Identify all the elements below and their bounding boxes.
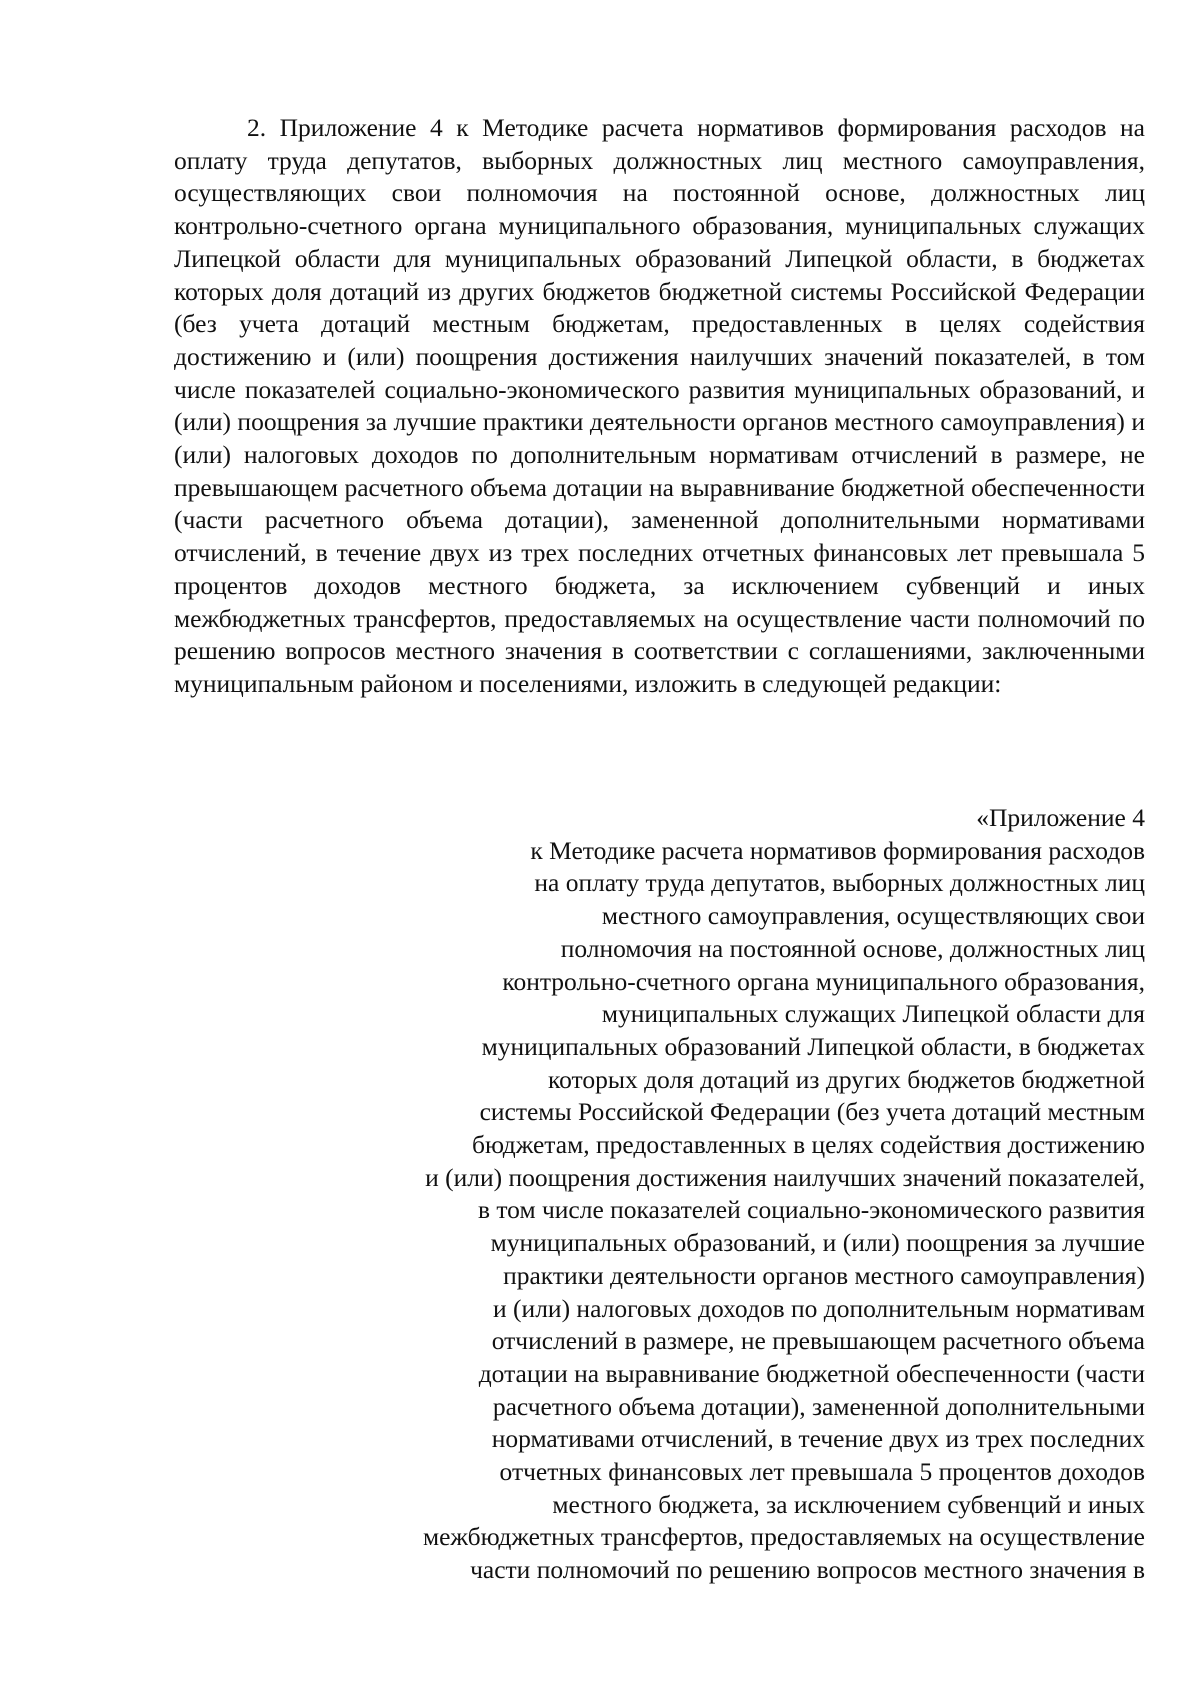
appendix-line: контрольно-счетного органа муниципального образования,: [502, 966, 1145, 996]
appendix-line: практики деятельности органов местного самоуправления): [503, 1260, 1145, 1290]
appendix-line: отчислений в размере, не превышающем расчетного объема: [491, 1326, 1145, 1356]
appendix-line: полномочия на постоянной основе, должностных лиц: [560, 933, 1145, 963]
appendix-line: муниципальных служащих Липецкой области для: [601, 999, 1145, 1029]
appendix-line: к Методике расчета нормативов формирования расходов: [530, 835, 1145, 865]
appendix-title: «Приложение 4: [976, 803, 1145, 832]
appendix-line: межбюджетных трансфертов, предоставляемых на осуществление: [422, 1522, 1145, 1552]
appendix-header-block: [320, 802, 1145, 1587]
appendix-line: и (или) налоговых доходов по дополнительным нормативам: [493, 1293, 1145, 1323]
appendix-line: местного самоуправления, осуществляющих свои: [601, 901, 1145, 931]
appendix-line: отчетных финансовых лет превышала 5 процентов доходов: [499, 1457, 1145, 1487]
appendix-line: муниципальных образований Липецкой области, в бюджетах: [481, 1031, 1145, 1061]
appendix-line: нормативами отчислений, в течение двух из трех последних: [491, 1424, 1145, 1454]
appendix-line: системы Российской Федерации (без учета дотаций местным: [479, 1097, 1145, 1127]
appendix-line: которых доля дотаций из других бюджетов бюджетной: [548, 1064, 1145, 1094]
appendix-line: расчетного объема дотации), замененной дополнительными: [492, 1391, 1145, 1421]
appendix-line: муниципальных образований, и (или) поощрения за лучшие: [490, 1228, 1145, 1258]
appendix-line: части полномочий по решению вопросов местного значения в: [470, 1555, 1145, 1585]
appendix-line: в том числе показателей социально-экономического развития: [477, 1195, 1145, 1225]
appendix-line: бюджетам, предоставленных в целях содействия достижению: [472, 1130, 1145, 1160]
amendment-paragraph: 2. Приложение 4 к Методике расчета нормативов формирования расходов на оплату труда депутатов, выборных должностных лиц местного самоуправления, осуществляющих свои полномочия на постоянной основе, должностных лиц контрольно-счетного органа муниципального образования, муниципальных служащих Липецкой области для муниципальных образований Липецкой области, в бюджетах которых доля дотаций из других бюджетов бюджетной системы Российской Федерации (без учета дотаций местным бюджетам, предоставленных в целях содействия достижению и (или) поощрения достижения наилучших значений показателей, в том числе показателей социально-экономического развития муниципальных образований, и (или) поощрения за лучшие практики деятельности органов местного самоуправления) и (или) налоговых доходов по дополнительным нормативам отчислений в размере, не превышающем расчетного объема дотации на выравнивание бюджетной обеспеченности (части расчетного объема дотации), замененной дополнительными нормативами отчислений, в течение двух из трех последних отчетных финансовых лет превышала 5 процентов доходов местного бюджета, за исключением субвенций и иных межбюджетных трансфертов, предоставляемых на осуществление части полномочий по решению вопросов местного значения в соответствии с соглашениями, заключенными муниципальным районом и поселениями, изложить в следующей редакции:: [174, 113, 1145, 698]
appendix-line: и (или) поощрения достижения наилучших значений показателей,: [425, 1162, 1145, 1192]
appendix-line: дотации на выравнивание бюджетной обеспеченности (части: [478, 1358, 1145, 1388]
appendix-line: на оплату труда депутатов, выборных должностных лиц: [534, 868, 1145, 898]
appendix-line: местного бюджета, за исключением субвенций и иных: [552, 1489, 1145, 1519]
